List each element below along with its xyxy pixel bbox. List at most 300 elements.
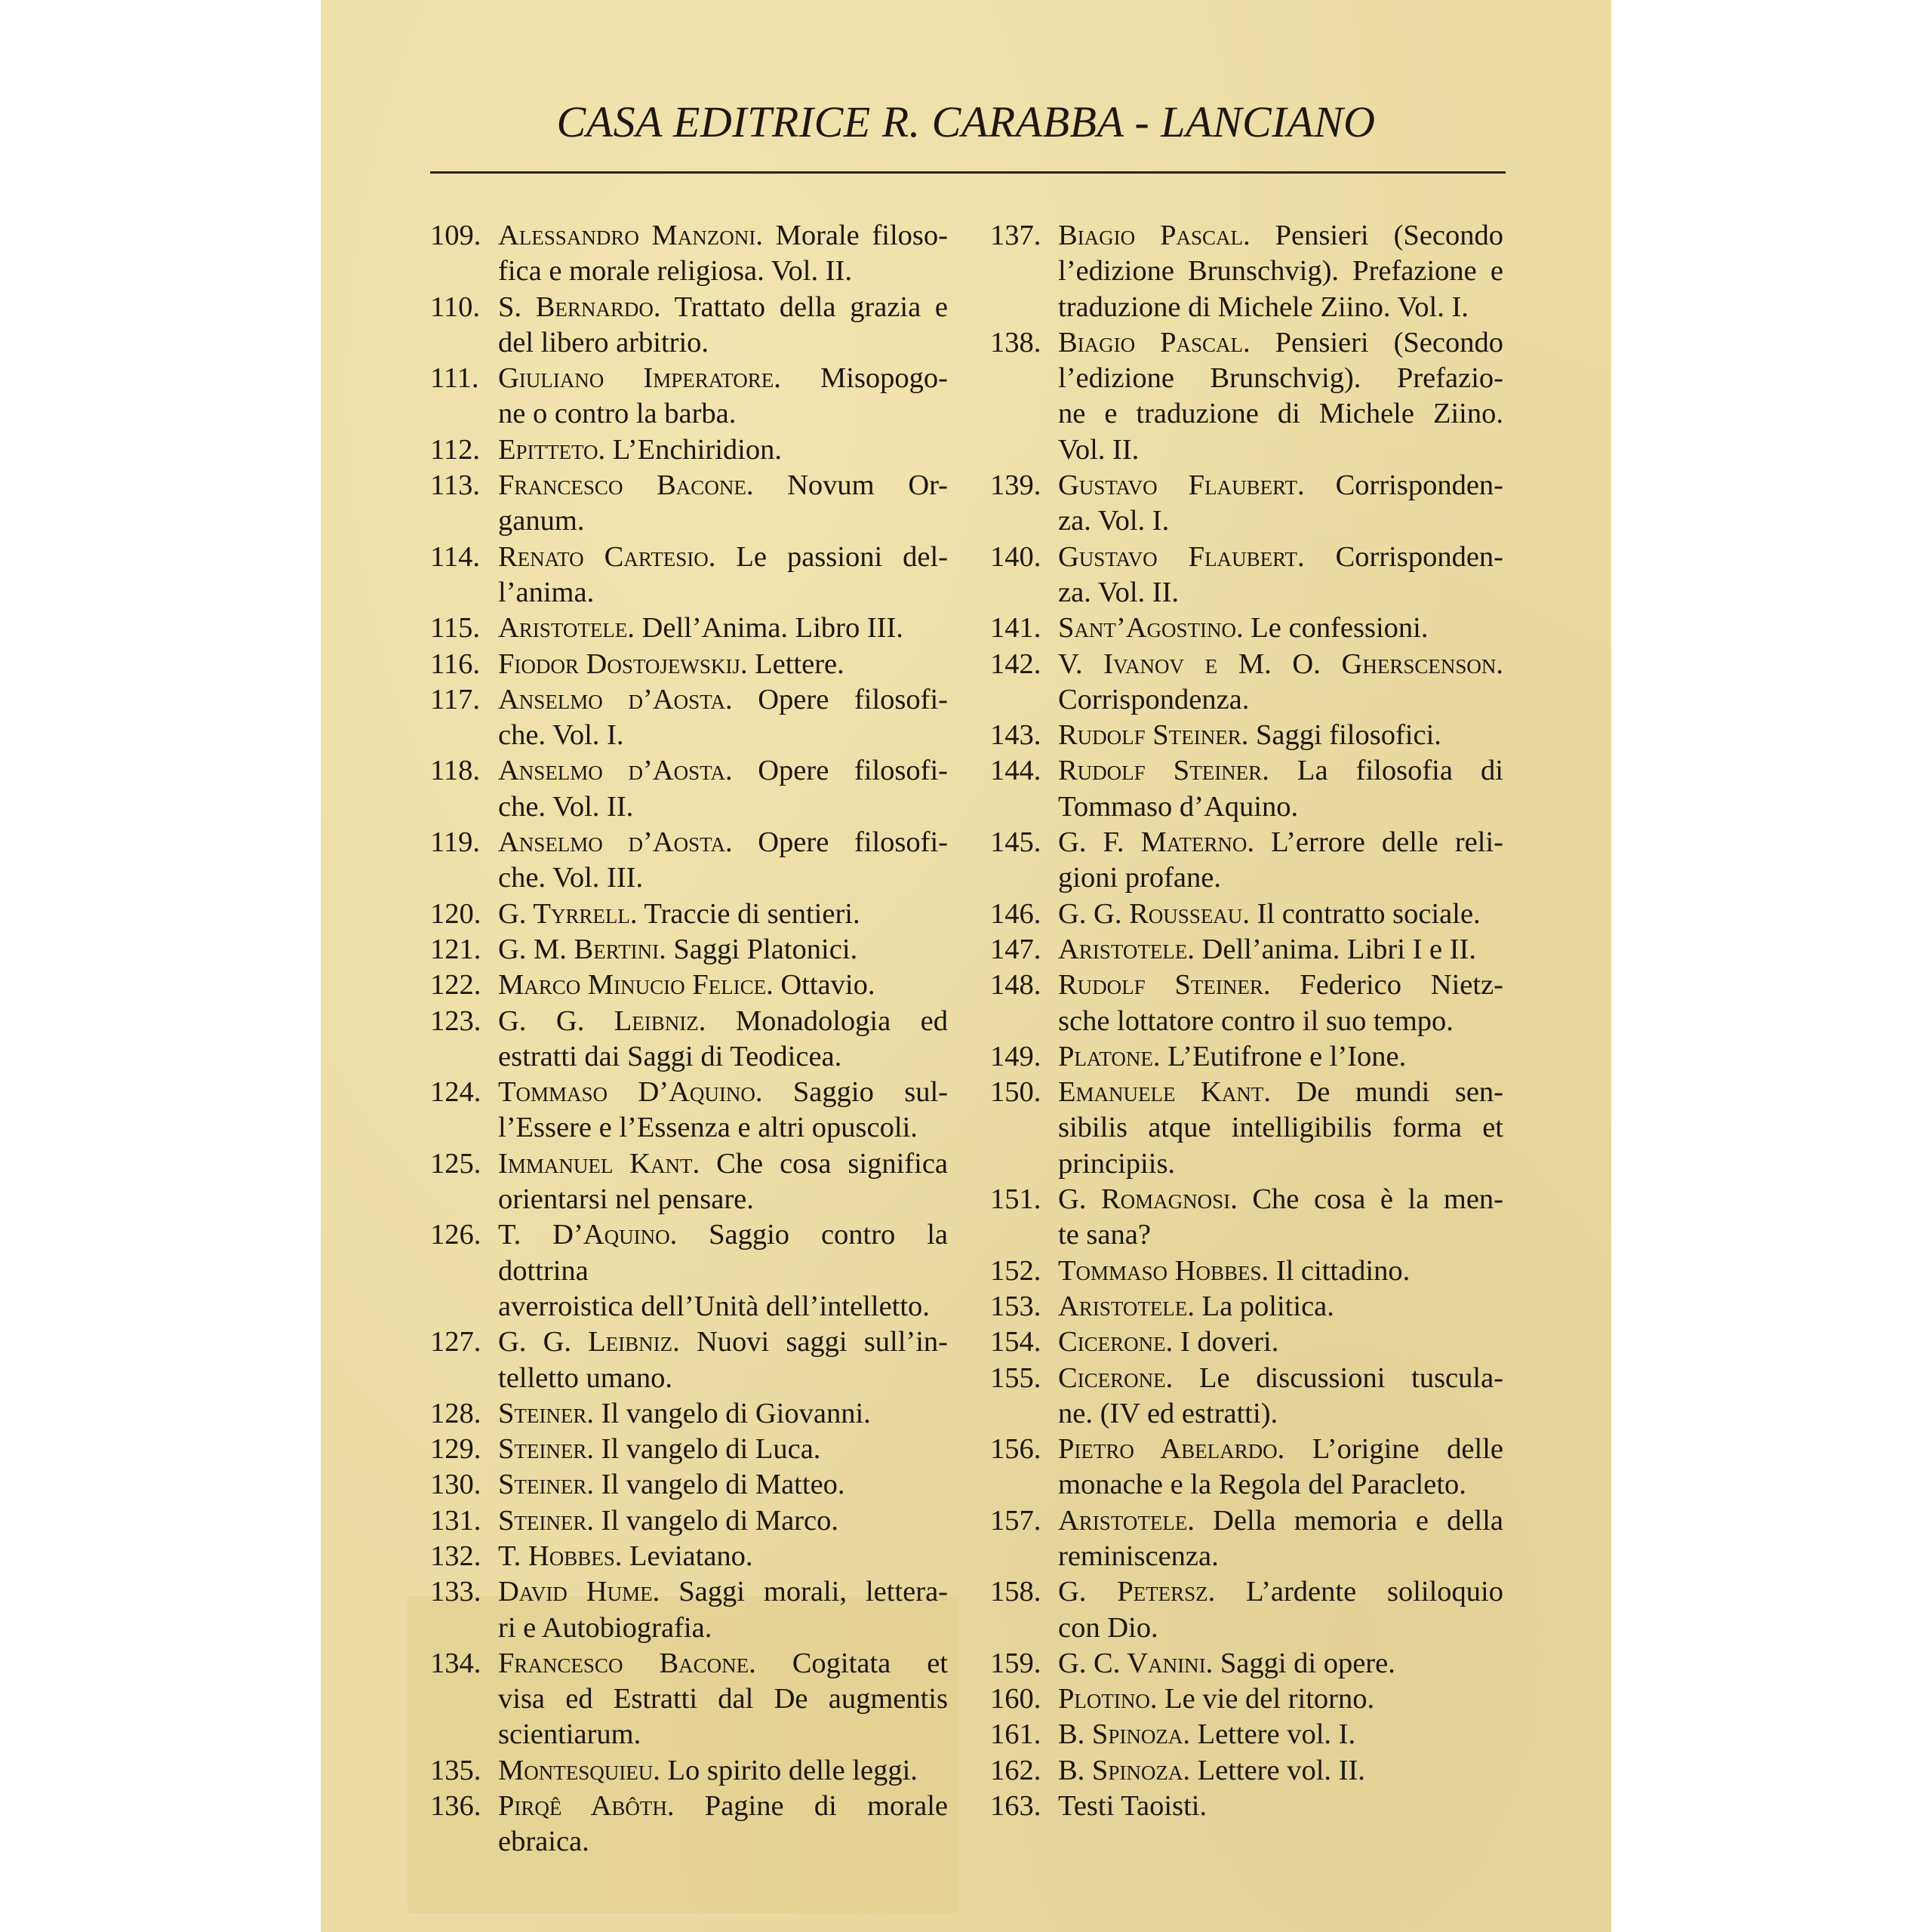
entry-text — [1058, 325, 1503, 468]
catalog-entry — [430, 432, 948, 468]
entry-author: Sant’Agostino — [1058, 612, 1237, 645]
entry-text — [498, 682, 948, 754]
entry-line: Pietro Abelardo. L’origine delle — [1058, 1433, 1503, 1466]
entry-text — [1058, 753, 1503, 825]
catalog-entry — [430, 1004, 948, 1075]
entry-line: Giuliano Imperatore. Misopogo- — [498, 362, 948, 395]
entry-line: Aristotele. Dell’anima. Libri I e II. — [1058, 933, 1477, 965]
entry-number: 112. — [430, 433, 480, 466]
entry-line: monache e la Regola del Paracleto. — [1058, 1469, 1466, 1501]
catalog-entry — [430, 1646, 948, 1753]
entry-line: che. Vol. I. — [498, 719, 624, 752]
entry-number: 110. — [430, 291, 480, 323]
entry-line: Steiner. Il vangelo di Marco. — [498, 1504, 838, 1537]
entry-author: Gustavo Flaubert — [1058, 540, 1297, 573]
entry-line: Gustavo Flaubert. Corrisponden- — [1058, 469, 1503, 502]
catalog-entry — [990, 718, 1503, 753]
entry-line: Renato Cartesio. Le passioni del- — [498, 540, 948, 573]
entry-author: Epitteto — [498, 433, 598, 466]
entry-author: Pietro Abelardo — [1058, 1433, 1278, 1466]
entry-author: Steiner — [498, 1469, 587, 1501]
entry-text — [1058, 968, 1503, 1039]
entry-line: Emanuele Kant. De mundi sen- — [1058, 1076, 1503, 1109]
entry-line: Fiodor Dostojewskij. Lettere. — [498, 648, 844, 680]
entry-line: Sant’Agostino. Le confessioni. — [1058, 612, 1429, 645]
catalog-entry — [430, 1324, 948, 1396]
entry-text — [1058, 1753, 1503, 1789]
entry-line: za. Vol. I. — [1058, 505, 1170, 537]
entry-line: T. Hobbes. Leviatano. — [498, 1540, 753, 1572]
entry-author: T. Hobbes — [498, 1540, 615, 1572]
entry-number: 138. — [990, 326, 1041, 358]
entry-line: ne e traduzione di Michele Ziino. — [1058, 398, 1503, 430]
entry-line: Anselmo d’Aosta. Opere filosofi- — [498, 683, 948, 715]
entry-text — [1058, 1324, 1503, 1360]
entry-line: ne o contro la barba. — [498, 398, 737, 430]
entry-author: Aristotele — [1058, 1290, 1188, 1322]
entry-line: V. Ivanov e M. O. Gherscenson. — [1058, 648, 1503, 680]
entry-line: traduzione di Michele Ziino. Vol. I. — [1058, 291, 1469, 323]
entry-number: 159. — [990, 1647, 1041, 1679]
entry-text — [498, 932, 948, 968]
entry-line: Steiner. Il vangelo di Giovanni. — [498, 1397, 871, 1429]
page-header: CASA EDITRICE R. CARABBA - LANCIANO — [556, 97, 1376, 146]
entry-line: G. Petersz. L’ardente soliloquio — [1058, 1576, 1504, 1608]
entry-number: 149. — [990, 1040, 1041, 1072]
entry-number: 154. — [990, 1326, 1041, 1358]
entry-author: G. G. Leibniz — [498, 1326, 673, 1358]
entry-number: 147. — [990, 933, 1041, 965]
catalog-column-right — [990, 218, 1503, 1824]
catalog-entry — [430, 1753, 948, 1789]
entry-line: sibilis atque intelligibilis forma et — [1058, 1112, 1503, 1144]
entry-number: 153. — [990, 1290, 1041, 1322]
entry-author: Platone — [1058, 1040, 1153, 1072]
entry-text — [498, 468, 948, 540]
entry-line: del libero arbitrio. — [498, 326, 709, 358]
entry-author: Aristotele — [1058, 933, 1188, 965]
entry-number: 117. — [430, 683, 480, 715]
entry-line: ri e Autobiografia. — [498, 1611, 712, 1644]
entry-line: G. G. Leibniz. Monadologia ed — [498, 1004, 948, 1037]
entry-text — [498, 1789, 948, 1860]
entry-line: Rudolf Steiner. La filosofia di — [1058, 755, 1503, 787]
catalog-entry — [990, 897, 1503, 932]
entry-line: l’edizione Brunschvig). Prefazione e — [1058, 255, 1503, 288]
catalog-entry — [990, 1324, 1503, 1360]
catalog-entry — [990, 647, 1503, 718]
entry-number: 109. — [430, 220, 481, 251]
entry-author: David Hume — [498, 1576, 653, 1608]
entry-number: 142. — [990, 648, 1041, 680]
entry-author: Rudolf Steiner — [1058, 969, 1263, 1001]
entry-text — [498, 1217, 948, 1324]
entry-text — [498, 897, 948, 932]
entry-author: Renato Cartesio — [498, 540, 709, 573]
header-rule — [430, 171, 1506, 174]
entry-text — [1058, 1432, 1503, 1503]
catalog-entry — [990, 753, 1503, 825]
entry-text — [498, 968, 948, 1003]
entry-line: Aristotele. Dell’Anima. Libro III. — [498, 612, 903, 645]
entry-author: Rudolf Steiner — [1058, 755, 1263, 787]
entry-line: che. Vol. II. — [498, 790, 634, 823]
entry-text — [1058, 647, 1503, 718]
entry-line: l’Essere e l’Essenza e altri opuscoli. — [498, 1112, 918, 1144]
entry-number: 145. — [990, 826, 1041, 859]
entry-line: Alessandro Manzoni. Morale filoso- — [498, 220, 948, 251]
entry-text — [498, 1646, 948, 1753]
entry-author: Fiodor Dostojewskij — [498, 648, 740, 680]
entry-line: ebraica. — [498, 1826, 589, 1858]
catalog-entry — [430, 1503, 948, 1539]
entry-text — [1058, 1039, 1503, 1075]
entry-author: Immanuel Kant — [498, 1147, 693, 1180]
entry-text — [1058, 1681, 1503, 1717]
entry-line: Cicerone. I doveri. — [1058, 1326, 1279, 1358]
entry-line: sche lottatore contro il suo tempo. — [1058, 1004, 1454, 1037]
catalog-entry — [990, 611, 1503, 646]
entry-text — [498, 753, 948, 825]
entry-text — [498, 218, 948, 290]
entry-line: Rudolf Steiner. Federico Nietz- — [1058, 969, 1503, 1001]
entry-number: 157. — [990, 1504, 1041, 1537]
entry-text — [498, 1432, 948, 1467]
catalog-entry — [990, 932, 1503, 968]
entry-author: G. G. Leibniz — [498, 1004, 699, 1037]
entry-number: 130. — [430, 1469, 481, 1501]
catalog-entry — [430, 682, 948, 754]
entry-line: Pirqê Abôth. Pagine di morale — [498, 1790, 948, 1823]
entry-text — [498, 1503, 948, 1539]
catalog-entry — [430, 611, 948, 646]
entry-line: Gustavo Flaubert. Corrisponden- — [1058, 540, 1503, 573]
catalog-entry — [430, 897, 948, 932]
entry-author: Emanuele Kant — [1058, 1076, 1264, 1109]
entry-line: ne. (IV ed estratti). — [1058, 1397, 1278, 1429]
catalog-entry — [990, 1681, 1503, 1717]
entry-line: Testi Taoisti. — [1058, 1790, 1208, 1823]
catalog-entry — [990, 1361, 1503, 1432]
catalog-entry — [430, 1574, 948, 1646]
entry-line: che. Vol. III. — [498, 862, 644, 894]
entry-number: 143. — [990, 719, 1041, 752]
entry-text — [498, 290, 948, 361]
entry-line: S. Bernardo. Trattato della grazia e — [498, 291, 948, 323]
entry-number: 124. — [430, 1076, 481, 1109]
catalog-entry — [430, 968, 948, 1003]
entry-number: 162. — [990, 1754, 1041, 1786]
entry-number: 158. — [990, 1576, 1041, 1608]
catalog-entry — [990, 540, 1503, 611]
entry-author: G. F. Materno — [1058, 826, 1247, 859]
entry-text — [1058, 1289, 1503, 1324]
entry-author: Cicerone — [1058, 1361, 1166, 1394]
entry-line: G. F. Materno. L’errore delle reli- — [1058, 826, 1503, 859]
entry-line: Biagio Pascal. Pensieri (Secondo — [1058, 220, 1503, 251]
catalog-entry — [430, 218, 948, 290]
entry-author: S. Bernardo — [498, 291, 654, 323]
catalog-entry — [430, 1075, 948, 1146]
entry-text — [1058, 468, 1503, 540]
entry-author: Steiner — [498, 1504, 587, 1537]
entry-author: V. Ivanov e M. O. Gherscenson — [1058, 648, 1497, 680]
entry-line: fica e morale religiosa. Vol. II. — [498, 255, 852, 288]
entry-text — [498, 1396, 948, 1432]
entry-number: 148. — [990, 969, 1041, 1001]
entry-author: Francesco Bacone — [498, 1647, 749, 1679]
entry-line: estratti dai Saggi di Teodicea. — [498, 1040, 842, 1072]
entry-number: 119. — [430, 826, 480, 859]
entry-number: 134. — [430, 1647, 481, 1679]
catalog-entry — [430, 1217, 948, 1324]
entry-line: Corrispondenza. — [1058, 683, 1250, 715]
catalog-entry — [430, 1396, 948, 1432]
entry-author: Anselmo d’Aosta — [498, 826, 725, 859]
entry-line: principiis. — [1058, 1147, 1176, 1180]
entry-text — [1058, 611, 1503, 646]
entry-line: Francesco Bacone. Cogitata et — [498, 1647, 948, 1679]
catalog-entry — [990, 1717, 1503, 1752]
entry-text — [498, 611, 948, 646]
entry-text — [498, 1146, 948, 1218]
entry-line: David Hume. Saggi morali, lettera- — [498, 1576, 948, 1608]
entry-text — [1058, 1717, 1503, 1752]
entry-number: 133. — [430, 1576, 481, 1608]
catalog-entry — [430, 1789, 948, 1860]
entry-author: Aristotele — [1058, 1504, 1188, 1537]
entry-author: G. G. Rousseau — [1058, 897, 1243, 930]
entry-author: Alessandro Manzoni — [498, 220, 756, 251]
entry-line: T. D’Aquino. Saggio contro la dottrina — [498, 1219, 948, 1287]
catalog-entry — [430, 1432, 948, 1467]
entry-author: Cicerone — [1058, 1326, 1166, 1358]
entry-number: 131. — [430, 1504, 481, 1537]
catalog-entry — [990, 1254, 1503, 1289]
catalog-entry — [990, 1289, 1503, 1324]
entry-author: B. Spinoza — [1058, 1754, 1183, 1786]
entry-author: G. Romagnosi — [1058, 1183, 1231, 1216]
catalog-entry — [990, 1789, 1503, 1824]
entry-author: Biagio Pascal — [1058, 220, 1244, 251]
entry-number: 122. — [430, 969, 481, 1001]
catalog-entry — [990, 825, 1503, 897]
entry-author: Rudolf Steiner — [1058, 719, 1241, 752]
entry-author: Pirqê Abôth — [498, 1790, 667, 1823]
entry-line: Tommaso D’Aquino. Saggio sul- — [498, 1076, 948, 1109]
entry-number: 125. — [430, 1147, 481, 1180]
entry-number: 139. — [990, 469, 1041, 502]
entry-text — [498, 1574, 948, 1646]
entry-line: Vol. II. — [1058, 433, 1140, 466]
catalog-entry — [990, 218, 1503, 325]
entry-line: Aristotele. Della memoria e della — [1058, 1504, 1503, 1537]
entry-line: orientarsi nel pensare. — [498, 1183, 754, 1216]
entry-number: 144. — [990, 755, 1041, 787]
catalog-column-left — [430, 218, 948, 1860]
entry-author: Gustavo Flaubert — [1058, 469, 1297, 502]
entry-line: Aristotele. La politica. — [1058, 1290, 1334, 1322]
entry-author: Marco Minucio Felice — [498, 969, 767, 1001]
entry-text — [1058, 1503, 1503, 1575]
entry-line: za. Vol. II. — [1058, 576, 1180, 608]
entry-text — [1058, 540, 1503, 611]
catalog-entry — [990, 1574, 1503, 1646]
entry-number: 156. — [990, 1433, 1041, 1466]
entry-author: Plotino — [1058, 1683, 1150, 1715]
entry-line: te sana? — [1058, 1219, 1151, 1251]
entry-line: scientiarum. — [498, 1718, 641, 1751]
entry-text — [1058, 1789, 1503, 1824]
catalog-entry — [990, 1646, 1503, 1681]
entry-number: 161. — [990, 1718, 1041, 1751]
entry-number: 111. — [430, 362, 479, 395]
entry-line: reminiscenza. — [1058, 1540, 1219, 1572]
catalog-entry — [430, 468, 948, 540]
entry-line: Cicerone. Le discussioni tuscula- — [1058, 1361, 1503, 1394]
entry-line: Marco Minucio Felice. Ottavio. — [498, 969, 875, 1001]
catalog-entry — [990, 1182, 1503, 1254]
entry-line: visa ed Estratti dal De augmentis — [498, 1683, 948, 1715]
entry-text — [498, 1753, 948, 1789]
entry-line: Immanuel Kant. Che cosa significa — [498, 1147, 948, 1180]
entry-line: con Dio. — [1058, 1611, 1158, 1644]
entry-line: averroistica dell’Unità dell’intelletto. — [498, 1290, 930, 1322]
entry-author: Anselmo d’Aosta — [498, 755, 725, 787]
entry-number: 146. — [990, 897, 1041, 930]
catalog-entry — [430, 540, 948, 611]
entry-author: Giuliano Imperatore — [498, 362, 774, 395]
entry-number: 163. — [990, 1790, 1041, 1823]
entry-text — [498, 1004, 948, 1075]
catalog-entry — [430, 1539, 948, 1574]
entry-author: Steiner — [498, 1397, 587, 1429]
entry-line: Francesco Bacone. Novum Or- — [498, 469, 948, 502]
entry-text — [498, 1467, 948, 1503]
entry-author: Aristotele — [498, 612, 628, 645]
catalog-entry — [430, 932, 948, 968]
catalog-entry — [990, 325, 1503, 468]
entry-text — [498, 1324, 948, 1396]
entry-line: G. Tyrrell. Traccie di sentieri. — [498, 897, 860, 930]
entry-author: Anselmo d’Aosta — [498, 683, 725, 715]
entry-number: 140. — [990, 540, 1041, 573]
entry-line: G. G. Leibniz. Nuovi saggi sull’in- — [498, 1326, 948, 1358]
entry-text — [1058, 1182, 1503, 1254]
entry-line: telletto umano. — [498, 1361, 672, 1394]
entry-line: Biagio Pascal. Pensieri (Secondo — [1058, 326, 1503, 358]
entry-number: 120. — [430, 897, 481, 930]
entry-text — [1058, 1574, 1503, 1646]
entry-number: 151. — [990, 1183, 1041, 1216]
entry-author: G. Tyrrell — [498, 897, 630, 930]
entry-line: Anselmo d’Aosta. Opere filosofi- — [498, 755, 948, 787]
entry-text — [498, 1539, 948, 1574]
entry-line: Montesquieu. Lo spirito delle leggi. — [498, 1754, 918, 1786]
entry-text — [1058, 1361, 1503, 1432]
entry-number: 123. — [430, 1004, 481, 1037]
entry-author: Tommaso Hobbes — [1058, 1254, 1262, 1287]
entry-author: G. C. Vanini — [1058, 1647, 1206, 1679]
entry-author: Francesco Bacone — [498, 469, 746, 502]
catalog-entry — [430, 1146, 948, 1218]
entry-text — [498, 361, 948, 432]
entry-text — [1058, 825, 1503, 897]
catalog-entry — [990, 1039, 1503, 1075]
entry-number: 127. — [430, 1326, 481, 1358]
entry-number: 136. — [430, 1790, 481, 1823]
entry-line: G. Romagnosi. Che cosa è la men- — [1058, 1183, 1504, 1216]
catalog-entry — [430, 647, 948, 682]
entry-number: 128. — [430, 1397, 481, 1429]
entry-number: 129. — [430, 1433, 481, 1466]
entry-number: 152. — [990, 1254, 1041, 1287]
entry-line: Steiner. Il vangelo di Luca. — [498, 1433, 821, 1466]
entry-text — [1058, 218, 1503, 325]
entry-author: Montesquieu — [498, 1754, 654, 1786]
catalog-entry — [990, 1432, 1503, 1503]
entry-text — [1058, 718, 1503, 753]
entry-author: Biagio Pascal — [1058, 326, 1244, 358]
entry-line: Platone. L’Eutifrone e l’Ione. — [1058, 1040, 1407, 1072]
entry-line: B. Spinoza. Lettere vol. II. — [1058, 1754, 1365, 1786]
entry-text — [1058, 1075, 1503, 1182]
catalog-entry — [430, 290, 948, 361]
entry-number: 113. — [430, 469, 480, 502]
entry-line: Rudolf Steiner. Saggi filosofici. — [1058, 719, 1441, 752]
entry-number: 160. — [990, 1683, 1041, 1715]
entry-text — [1058, 932, 1503, 968]
entry-line: l’anima. — [498, 576, 595, 608]
entry-line: B. Spinoza. Lettere vol. I. — [1058, 1718, 1356, 1751]
entry-line: ganum. — [498, 505, 585, 537]
entry-author: B. Spinoza — [1058, 1718, 1183, 1751]
entry-number: 155. — [990, 1361, 1041, 1394]
entry-number: 150. — [990, 1076, 1041, 1109]
entry-number: 132. — [430, 1540, 481, 1572]
entry-line: G. M. Bertini. Saggi Platonici. — [498, 933, 858, 965]
entry-text — [498, 432, 948, 468]
catalog-entry — [430, 1467, 948, 1503]
entry-number: 121. — [430, 933, 481, 965]
catalog-entry — [990, 1075, 1503, 1182]
entry-number: 135. — [430, 1754, 481, 1786]
entry-author: T. D’Aquino — [498, 1219, 670, 1251]
entry-line: Epitteto. L’Enchiridion. — [498, 433, 782, 466]
entry-text — [498, 825, 948, 897]
catalog-entry — [430, 361, 948, 432]
entry-text — [498, 647, 948, 682]
entry-line: G. C. Vanini. Saggi di opere. — [1058, 1647, 1395, 1679]
entry-line: Tommaso Hobbes. Il cittadino. — [1058, 1254, 1411, 1287]
entry-author: Steiner — [498, 1433, 587, 1466]
entry-line: gioni profane. — [1058, 862, 1221, 894]
entry-author: G. Petersz — [1058, 1576, 1208, 1608]
entry-line: Tommaso d’Aquino. — [1058, 790, 1299, 823]
entry-number: 118. — [430, 755, 480, 787]
entry-number: 137. — [990, 220, 1041, 251]
entry-text — [1058, 1646, 1503, 1681]
entry-line: Plotino. Le vie del ritorno. — [1058, 1683, 1375, 1715]
catalog-entry — [990, 1503, 1503, 1575]
entry-line: Anselmo d’Aosta. Opere filosofi- — [498, 826, 948, 859]
entry-text — [498, 540, 948, 611]
catalog-entry — [990, 468, 1503, 540]
catalog-entry — [990, 968, 1503, 1039]
catalog-entry — [430, 753, 948, 825]
entry-number: 141. — [990, 612, 1041, 645]
entry-line: G. G. Rousseau. Il contratto sociale. — [1058, 897, 1481, 930]
